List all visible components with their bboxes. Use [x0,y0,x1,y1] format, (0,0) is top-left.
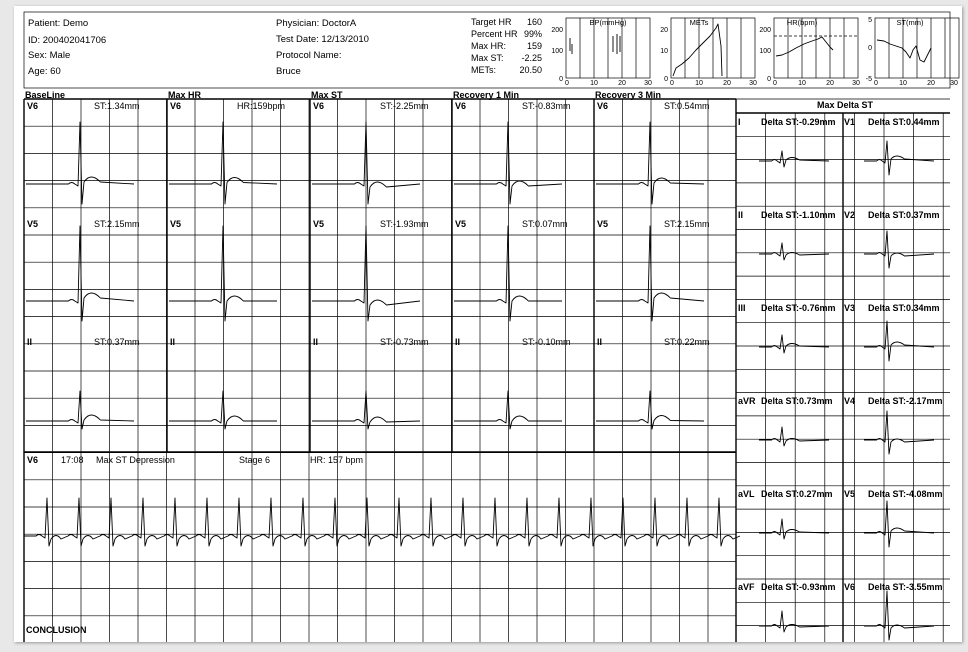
x-tick: 0 [565,80,569,87]
st-value: ST:0.54mm [664,101,710,111]
max-delta-title: Max Delta ST [816,100,874,110]
conclusion-label: CONCLUSION [26,625,87,635]
ecg-main-area [24,90,950,642]
delta-lead: aVR [738,396,756,406]
x-tick: 30 [644,80,652,87]
delta-waveform [864,411,934,454]
y-tick: 0 [664,76,668,83]
delta-value: Delta ST:0.73mm [761,396,833,406]
physician-name: Physician: DoctorA [276,18,357,29]
hr-trend-line [776,37,833,56]
rhythm-event: Max ST Depression [96,455,175,465]
waveform [54,391,134,429]
x-tick: 20 [723,80,731,87]
lead-label: V5 [170,219,182,229]
waveform [54,226,134,321]
st-value: ST:0.22mm [664,337,710,347]
hr-value: HR:159bpm [237,101,286,111]
lead-label: V5 [597,219,609,229]
waveform [340,226,420,321]
lead-label: V6 [170,101,182,111]
x-tick: 20 [618,80,626,87]
waveform [340,122,420,204]
hr-trend-chart [759,18,860,87]
delta-waveform [864,231,934,268]
delta-waveform [864,591,934,640]
delta-lead: aVL [738,489,755,499]
delta-lead: V4 [844,396,856,406]
column-header: BaseLine [25,90,66,100]
x-tick: 0 [670,80,674,87]
lead-label: V6 [27,101,39,111]
delta-lead: II [738,210,744,220]
waveform [624,122,704,204]
summary-label: Max HR: [471,41,507,51]
x-tick: 0 [773,80,777,87]
delta-value: Delta ST:-2.17mm [868,396,943,406]
delta-waveform [864,501,934,547]
delta-waveform [759,335,829,353]
delta-value: Delta ST:0.44mm [868,117,940,127]
delta-waveform [759,519,829,539]
lead-label: V5 [455,219,467,229]
lead-label: V5 [313,219,325,229]
lead-label: II [170,337,176,347]
delta-lead: I [738,117,741,127]
protocol-label: Protocol Name: [276,50,342,61]
y-tick: 5 [868,17,872,24]
chart-title: HR(bpm) [786,18,818,27]
report-page [14,6,962,642]
waveform [197,391,277,429]
summary-label: Percent HR [471,29,518,39]
st-trend-line [877,40,931,62]
y-tick: 0 [767,76,771,83]
delta-waveform [759,151,829,167]
delta-lead: aVF [738,582,755,592]
waveform [624,391,704,429]
lead-label: V5 [27,219,39,229]
delta-value: Delta ST:-0.93mm [761,582,836,592]
max-delta-leads [738,117,943,592]
column-header: Recovery 1 Min [453,90,520,100]
y-tick: 10 [660,48,668,55]
delta-value: Delta ST:-0.29mm [761,117,836,127]
lead-label: V6 [313,101,325,111]
patient-age: Age: 60 [28,66,61,77]
lead-label: II [27,337,33,347]
ecg-report-sheet [14,6,962,642]
chart-title: ST(mm) [896,18,924,27]
st-value: ST:1.34mm [94,101,140,111]
summary-value: 20.50 [519,65,542,75]
waveform [482,226,562,321]
x-tick: 10 [590,80,598,87]
x-tick: 30 [950,80,958,87]
delta-value: Delta ST:0.37mm [868,210,940,220]
chart-title: BP(mmHg) [589,18,627,27]
st-value: ST:-0.83mm [522,101,571,111]
lead-label: II [313,337,319,347]
protocol-value: Bruce [276,66,301,77]
test-date: Test Date: 12/13/2010 [276,34,369,45]
st-value: ST:0.37mm [94,337,140,347]
lead-label: II [597,337,603,347]
rhythm-waveform [24,498,740,546]
y-tick: 0 [868,45,872,52]
rhythm-stage: Stage 6 [239,455,271,465]
y-tick: 100 [759,48,771,55]
summary-value: 159 [526,41,542,51]
delta-lead: V6 [844,582,856,592]
waveform [482,122,562,204]
summary-value: 160 [526,17,542,27]
waveform [197,122,277,204]
summary-value: 99% [523,29,542,39]
delta-waveform [759,427,829,446]
patient-name: Patient: Demo [28,18,89,29]
delta-value: Delta ST:-4.08mm [868,489,943,499]
lead-label: V6 [455,101,467,111]
delta-lead: V2 [844,210,856,220]
column-header: Recovery 3 Min [595,90,662,100]
waveform [197,226,277,321]
ecg-grid [24,99,950,642]
delta-value: Delta ST:0.34mm [868,303,940,313]
mets-trend-chart [660,18,757,87]
y-tick: 20 [660,27,668,34]
x-tick: 20 [826,80,834,87]
x-tick: 10 [798,80,806,87]
y-tick: 200 [551,27,563,34]
bp-trend-line [570,34,620,54]
delta-waveform [864,321,934,361]
x-tick: 30 [852,80,860,87]
waveform [54,122,134,204]
delta-waveform [759,611,829,632]
summary-label: METs: [471,65,497,75]
waveform [624,226,704,321]
st-value: ST:0.07mm [522,219,568,229]
chart-title: METs [689,18,709,27]
st-value: ST:-2.25mm [380,101,429,111]
y-tick: -5 [865,76,872,83]
delta-lead: III [738,303,746,313]
lead-label: II [455,337,461,347]
delta-lead: V5 [844,489,856,499]
mets-trend-line [673,24,722,76]
st-value: ST:2.15mm [664,219,710,229]
column-header: Max HR [168,90,202,100]
summary-label: Max ST: [471,53,504,63]
summary-label: Target HR [471,17,512,27]
patient-id: ID: 200402041706 [28,35,107,46]
y-tick: 200 [759,27,771,34]
delta-value: Delta ST:0.27mm [761,489,833,499]
ecg-traces [24,122,934,640]
delta-lead: V3 [844,303,856,313]
y-tick: 0 [559,76,563,83]
x-tick: 0 [874,80,878,87]
x-tick: 10 [899,80,907,87]
column-header: Max ST [311,90,343,100]
waveform [482,391,562,429]
summary-value: -2.25 [521,53,542,63]
x-tick: 30 [749,80,757,87]
x-tick: 10 [695,80,703,87]
patient-sex: Sex: Male [28,50,71,61]
delta-value: Delta ST:-3.55mm [868,582,943,592]
st-trend-chart [866,17,959,87]
delta-value: Delta ST:-1.10mm [761,210,836,220]
rhythm-time: 17:08 [61,455,84,465]
rhythm-lead: V6 [27,455,39,465]
rhythm-hr: HR: 157 bpm [310,455,364,465]
waveform [340,391,420,429]
st-value: ST:-1.93mm [380,219,429,229]
bp-trend-chart [551,18,652,87]
st-value: ST:-0.73mm [380,337,429,347]
lead-label: V6 [597,101,609,111]
delta-waveform [759,243,829,260]
y-tick: 100 [551,48,563,55]
x-tick: 20 [927,80,935,87]
st-value: ST:-0.10mm [522,337,571,347]
summary-stats [471,17,542,75]
delta-waveform [864,141,934,175]
delta-lead: V1 [844,117,856,127]
delta-value: Delta ST:-0.76mm [761,303,836,313]
st-value: ST:2.15mm [94,219,140,229]
